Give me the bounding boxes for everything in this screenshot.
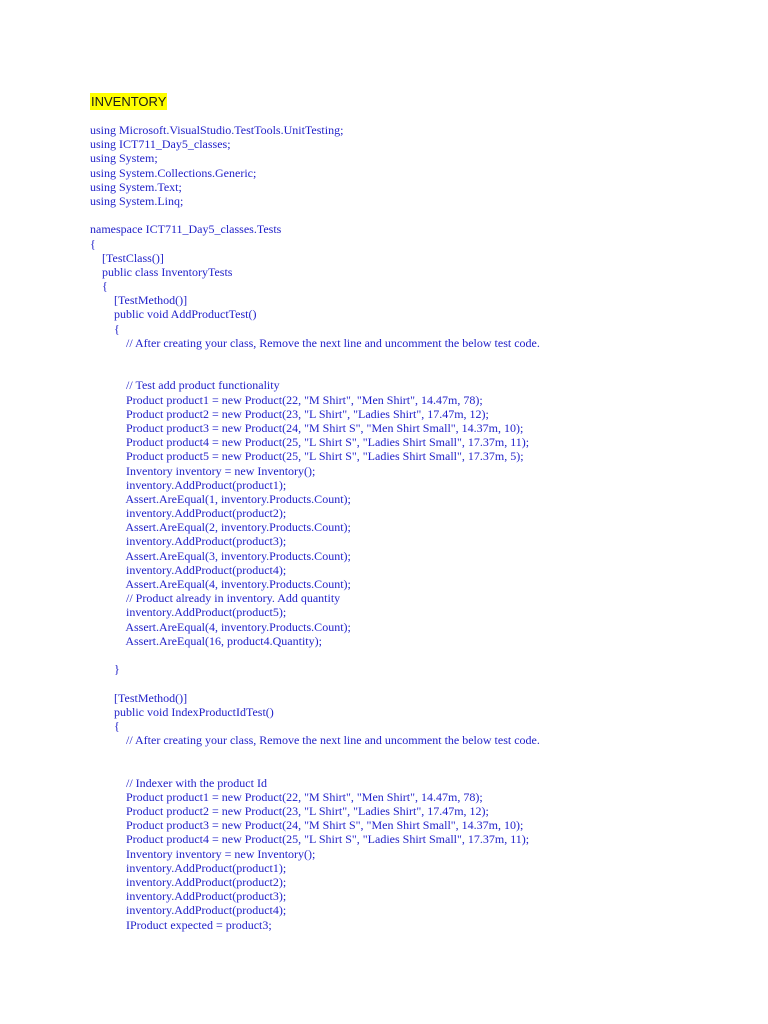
code-line: // Product already in inventory. Add quantity [90, 591, 341, 606]
code-line: IProduct expected = product3; [90, 917, 272, 932]
code-line: inventory.AddProduct(product1); [90, 860, 287, 875]
code-line: Assert.AreEqual(1, inventory.Products.Count); [90, 491, 351, 506]
code-line: // Test add product functionality [90, 378, 280, 393]
code-line: Product product4 = new Product(25, "L Shirt S", "Ladies Shirt Small", 17.37m, 11); [90, 435, 530, 450]
code-line: Product product3 = new Product(24, "M Shirt S", "Men Shirt Small", 14.37m, 10); [90, 818, 524, 833]
code-line [90, 648, 750, 662]
code-line: Product product3 = new Product(24, "M Shirt S", "Men Shirt Small", 14.37m, 10); [90, 420, 524, 435]
code-line: inventory.AddProduct(product3); [90, 889, 287, 904]
code-line [90, 676, 750, 690]
code-line: Product product2 = new Product(23, "L Shirt", "Ladies Shirt", 17.47m, 12); [90, 804, 489, 818]
code-line: Product product1 = new Product(22, "M Shirt", "Men Shirt", 14.47m, 78); [90, 789, 483, 804]
code-line: using System.Linq; [90, 193, 184, 208]
code-line: // After creating your class, Remove the next line and uncomment the below test code. [90, 733, 540, 748]
code-line [90, 747, 750, 761]
code-line [90, 208, 750, 222]
code-line: Inventory inventory = new Inventory(); [90, 846, 316, 861]
code-line: using Microsoft.VisualStudio.TestTools.UnitTesting; [90, 123, 344, 137]
code-line: using ICT711_Day5_classes; [90, 137, 231, 152]
code-line [90, 761, 750, 775]
code-line: Product product2 = new Product(23, "L Shirt", "Ladies Shirt", 17.47m, 12); [90, 406, 489, 421]
code-line: // Indexer with the product Id [90, 775, 267, 790]
code-line: Assert.AreEqual(2, inventory.Products.Count); [90, 520, 351, 535]
code-line: [TestClass()] [90, 250, 164, 265]
code-line: Product product4 = new Product(25, "L Shirt S", "Ladies Shirt Small", 17.37m, 11); [90, 832, 530, 847]
code-line: [TestMethod()] [90, 690, 188, 705]
code-line: Assert.AreEqual(3, inventory.Products.Count); [90, 548, 351, 563]
code-line: public void AddProductTest() [90, 307, 257, 322]
code-line: { [90, 718, 120, 733]
code-line: // After creating your class, Remove the next line and uncomment the below test code. [90, 335, 540, 350]
code-line: inventory.AddProduct(product3); [90, 534, 287, 549]
code-line: Assert.AreEqual(4, inventory.Products.Count); [90, 577, 351, 591]
code-line: Product product1 = new Product(22, "M Shirt", "Men Shirt", 14.47m, 78); [90, 392, 483, 407]
code-line: inventory.AddProduct(product5); [90, 605, 287, 620]
code-line: { [90, 279, 108, 294]
code-line: using System; [90, 151, 158, 166]
code-line: { [90, 321, 120, 336]
code-line: Assert.AreEqual(16, product4.Quantity); [90, 633, 322, 648]
code-line: { [90, 236, 96, 251]
document-heading: INVENTORY [91, 94, 167, 109]
code-line: using System.Collections.Generic; [90, 165, 257, 180]
code-block [90, 123, 750, 932]
code-line: Inventory inventory = new Inventory(); [90, 463, 316, 478]
code-line: inventory.AddProduct(product4); [90, 562, 287, 577]
code-line: inventory.AddProduct(product2); [90, 506, 287, 521]
code-line: inventory.AddProduct(product2); [90, 874, 287, 889]
code-line: public void IndexProductIdTest() [90, 704, 274, 719]
code-line: [TestMethod()] [90, 293, 188, 308]
code-line: public class InventoryTests [90, 264, 233, 279]
code-line [90, 350, 750, 364]
code-line: using System.Text; [90, 179, 182, 194]
code-line [90, 364, 750, 378]
code-line: inventory.AddProduct(product4); [90, 903, 287, 918]
code-line: Assert.AreEqual(4, inventory.Products.Count); [90, 619, 351, 634]
code-line: Product product5 = new Product(25, "L Shirt S", "Ladies Shirt Small", 17.37m, 5); [90, 449, 524, 464]
code-line: namespace ICT711_Day5_classes.Tests [90, 222, 282, 237]
code-line: } [90, 662, 120, 677]
code-line: inventory.AddProduct(product1); [90, 477, 287, 492]
